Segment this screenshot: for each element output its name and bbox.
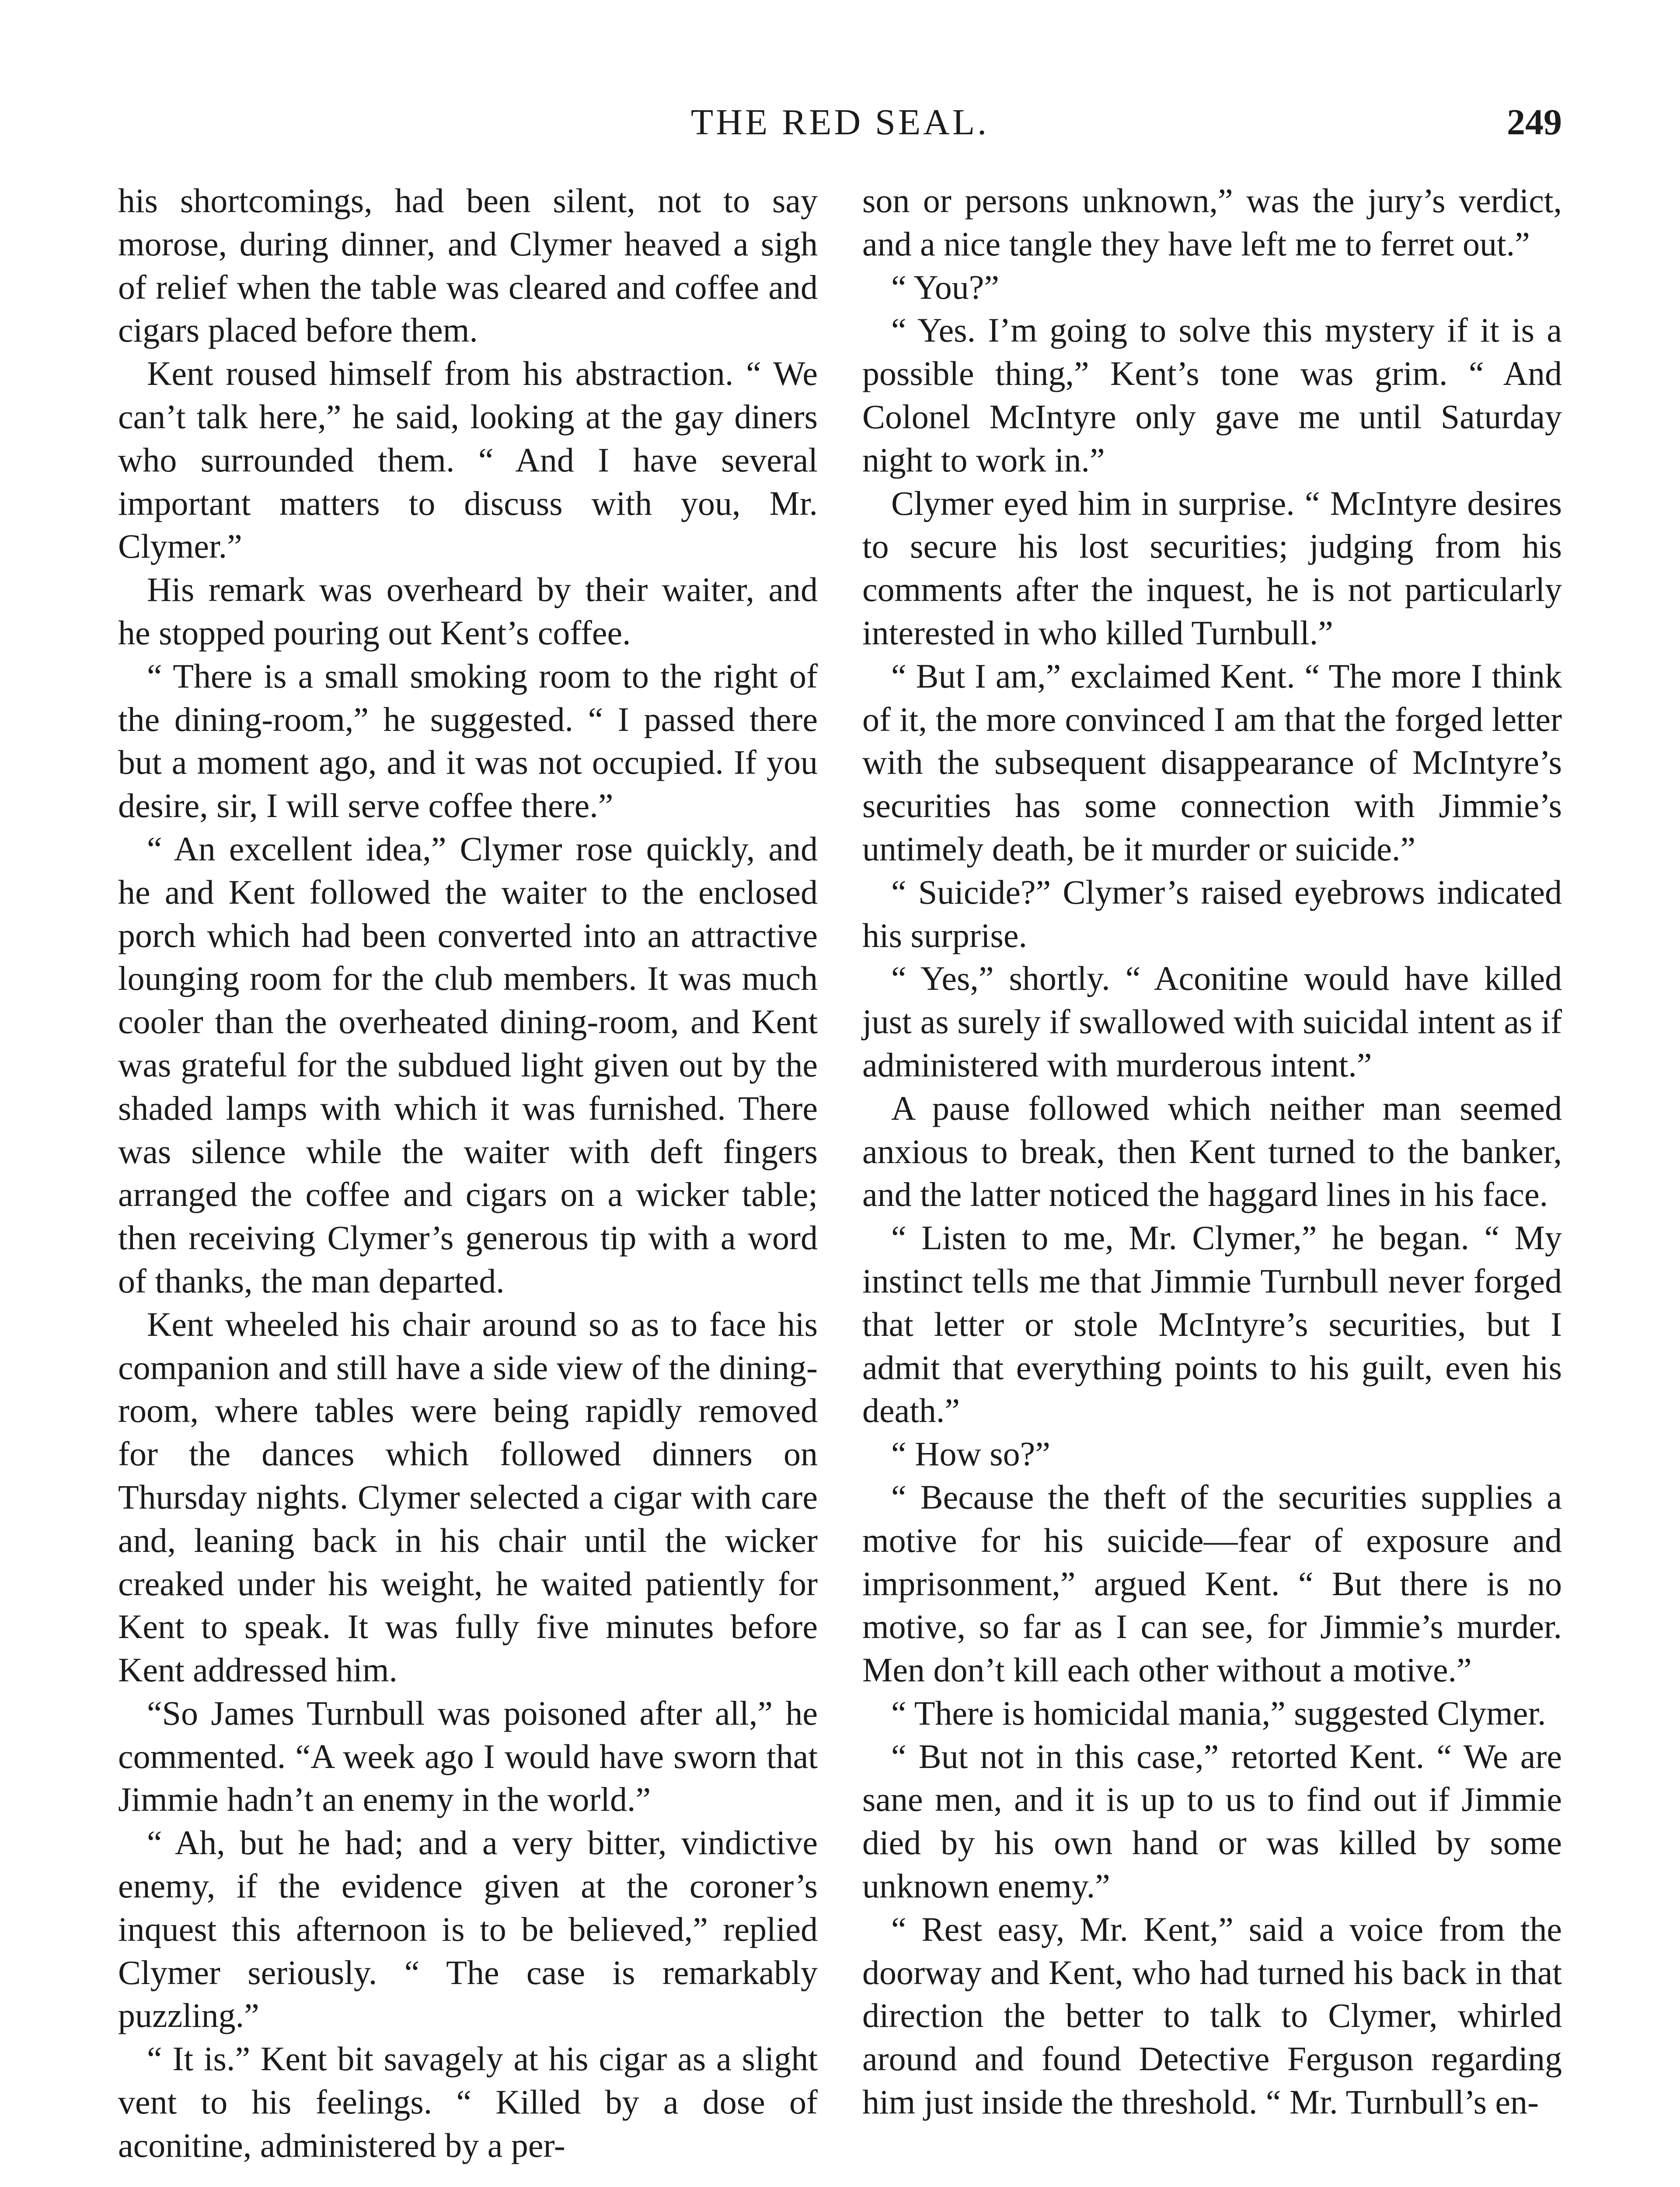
paragraph: “ Because the theft of the securities supplies a motive for his suicide—fear of exposure and imprisonment,” argued Kent. “ But there is no motive, so far as I can see, for Jimmie’s murder. Men don’t kill each other without a motive.” <box>862 1478 1562 1689</box>
paragraph: “ Yes. I’m going to solve this mystery if it is a possible thing,” Kent’s tone was grim. “ And Colonel McIntyre only gave me until Saturday night to work in.” <box>862 311 1562 479</box>
running-title: THE RED SEAL. <box>690 102 990 143</box>
paragraph: “ Suicide?” Clymer’s raised eyebrows indicated his surprise. <box>862 873 1562 954</box>
page-number: 249 <box>1507 102 1562 143</box>
paragraph: His remark was overheard by their waiter, and he stopped pouring out Kent’s coffee. <box>118 570 818 652</box>
paragraph: Clymer eyed him in surprise. “ McIntyre desires to secure his lost securities; judging from his comments after the inquest, he is not particularly interested in who killed Turnbull.” <box>862 484 1562 652</box>
paragraph: “ An excellent idea,” Clymer rose quickly, and he and Kent followed the waiter to the enclosed porch which had been converted into an attractive lounging room for the club members. It was much cooler than the overheated dining-room, and Kent was grateful for the subdued light given out by the shaded lamps with which it was furnished. There was silence while the waiter with deft fingers arranged the coffee and cigars on a wicker table; then receiving Clymer’s generous tip with a word of thanks, the man departed. <box>118 829 818 1300</box>
paragraph: “ Yes,” shortly. “ Aconitine would have killed just as surely if swallowed with suicidal intent as if administered with murderous intent.” <box>862 959 1562 1084</box>
left-column <box>118 179 818 2187</box>
paragraph: “ Ah, but he had; and a very bitter, vindictive enemy, if the evidence given at the coroner’s inquest this afternoon is to be believed,” replied Clymer seriously. “ The case is remarkably puzzling.” <box>118 1824 818 2035</box>
paragraph: “ How so?” <box>891 1435 1050 1473</box>
paragraph: “ Rest easy, Mr. Kent,” said a voice from the doorway and Kent, who had turned his back in that direction the better to talk to Clymer, whirled around and found Detective Ferguson regarding him just inside the threshold. “ Mr. Turnbull’s en- <box>862 1910 1562 2121</box>
paragraph: A pause followed which neither man seemed anxious to break, then Kent turned to the banker, and the latter noticed the haggard lines in his face. <box>862 1089 1562 1214</box>
text-columns <box>118 179 1562 2187</box>
paragraph: “ You?” <box>891 268 999 306</box>
paragraph: Kent roused himself from his abstraction. “ We can’t talk here,” he said, looking at the gay diners who surrounded them. “ And I have several important matters to discuss with you, Mr. Clymer.” <box>118 354 818 566</box>
paragraph: his shortcomings, had been silent, not to say morose, during dinner, and Clymer heaved a sigh of relief when the table was cleared and coffee and cigars placed before them. <box>118 182 818 349</box>
paragraph: “ There is a small smoking room to the right of the dining-room,” he suggested. “ I passed there but a moment ago, and it was not occupied. If you desire, sir, I will serve coffee there.” <box>118 657 818 825</box>
paragraph: “ Listen to me, Mr. Clymer,” he began. “ My instinct tells me that Jimmie Turnbull never forged that letter or stole McIntyre’s securities, but I admit that everything points to his guilt, even his death.” <box>862 1219 1562 1430</box>
paragraph: “ But I am,” exclaimed Kent. “ The more I think of it, the more convinced I am that the forged letter with the subsequent disappearance of McIntyre’s securities has some connection with Jimmie’s untimely death, be it murder or suicide.” <box>862 657 1562 868</box>
paragraph: “ There is homicidal mania,” suggested Clymer. <box>891 1694 1546 1732</box>
paragraph: “ It is.” Kent bit savagely at his cigar as a slight vent to his feelings. “ Killed by a dose of aconitine, administered by a per- <box>118 2040 818 2164</box>
paragraph: Kent wheeled his chair around so as to face his companion and still have a side view of the dining-room, where tables were being rapidly removed for the dances which followed dinners on Thursday nights. Clymer selected a cigar with care and, leaning back in his chair until the wicker creaked under his weight, he waited patiently for Kent to speak. It was fully five minutes before Kent addressed him. <box>118 1305 818 1689</box>
running-head <box>118 98 1562 147</box>
paragraph: son or persons unknown,” was the jury’s verdict, and a nice tangle they have left me to ferret out.” <box>862 182 1562 263</box>
paragraph: “So James Turnbull was poisoned after all,” he commented. “A week ago I would have sworn that Jimmie hadn’t an enemy in the world.” <box>118 1694 818 1819</box>
right-column <box>862 179 1562 2187</box>
paragraph: “ But not in this case,” retorted Kent. “ We are sane men, and it is up to us to find out if Jimmie died by his own hand or was killed by some unknown enemy.” <box>862 1737 1562 1905</box>
